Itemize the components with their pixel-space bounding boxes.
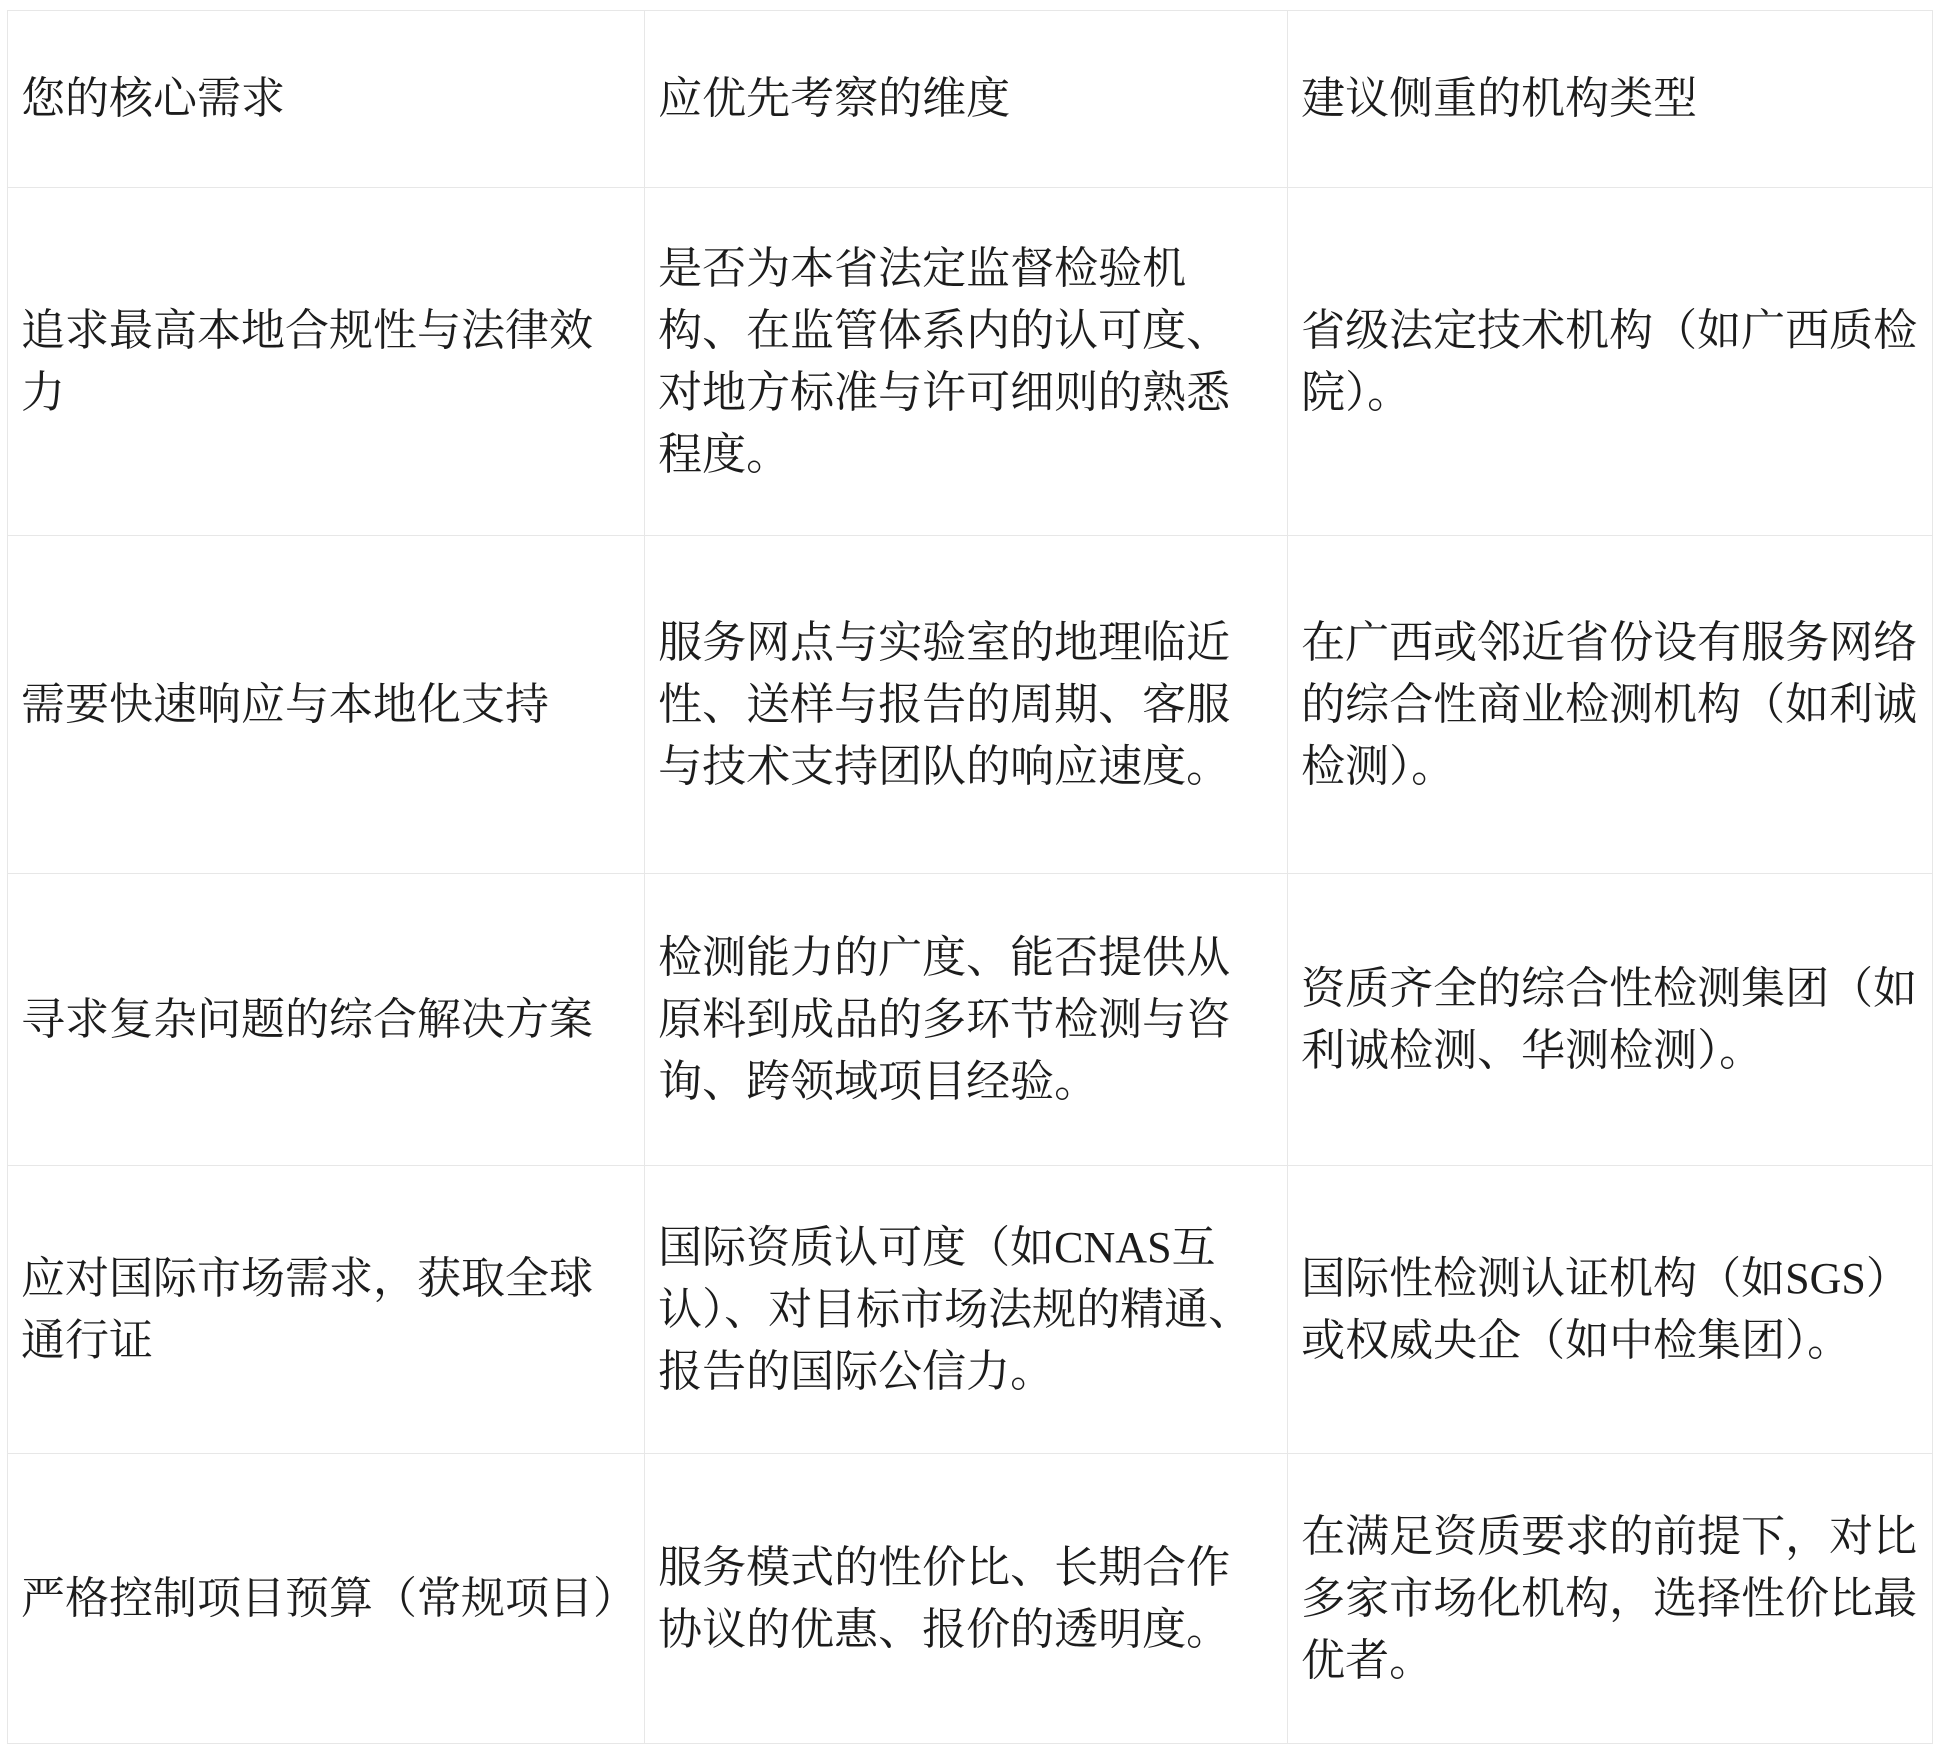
cell-row1-need: 追求最高本地合规性与法律效力 <box>8 188 645 536</box>
cell-row3-institution: 资质齐全的综合性检测集团（如利诚检测、华测检测）。 <box>1288 874 1933 1166</box>
table-row <box>8 188 1933 536</box>
table-row <box>8 874 1933 1166</box>
cell-row4-institution: 国际性检测认证机构（如SGS）或权威央企（如中检集团）。 <box>1288 1166 1933 1454</box>
cell-row5-institution: 在满足资质要求的前提下，对比多家市场化机构，选择性价比最优者。 <box>1288 1454 1933 1744</box>
comparison-table <box>7 10 1933 1744</box>
cell-row1-dimension: 是否为本省法定监督检验机构、在监管体系内的认可度、对地方标准与许可细则的熟悉程度。 <box>645 188 1288 536</box>
column-header-dimension: 应优先考察的维度 <box>645 11 1288 188</box>
cell-row2-need: 需要快速响应与本地化支持 <box>8 536 645 874</box>
table-header-row <box>8 11 1933 188</box>
cell-row1-institution: 省级法定技术机构（如广西质检院）。 <box>1288 188 1933 536</box>
table-row <box>8 536 1933 874</box>
cell-row2-institution: 在广西或邻近省份设有服务网络的综合性商业检测机构（如利诚检测）。 <box>1288 536 1933 874</box>
cell-row3-need: 寻求复杂问题的综合解决方案 <box>8 874 645 1166</box>
table-row <box>8 1454 1933 1744</box>
table-row <box>8 1166 1933 1454</box>
cell-row4-dimension: 国际资质认可度（如CNAS互认）、对目标市场法规的精通、报告的国际公信力。 <box>645 1166 1288 1454</box>
cell-row2-dimension: 服务网点与实验室的地理临近性、送样与报告的周期、客服与技术支持团队的响应速度。 <box>645 536 1288 874</box>
cell-row3-dimension: 检测能力的广度、能否提供从原料到成品的多环节检测与咨询、跨领域项目经验。 <box>645 874 1288 1166</box>
cell-row5-need: 严格控制项目预算（常规项目） <box>8 1454 645 1744</box>
column-header-institution-type: 建议侧重的机构类型 <box>1288 11 1933 188</box>
cell-row4-need: 应对国际市场需求，获取全球通行证 <box>8 1166 645 1454</box>
cell-row5-dimension: 服务模式的性价比、长期合作协议的优惠、报价的透明度。 <box>645 1454 1288 1744</box>
column-header-core-need: 您的核心需求 <box>8 11 645 188</box>
